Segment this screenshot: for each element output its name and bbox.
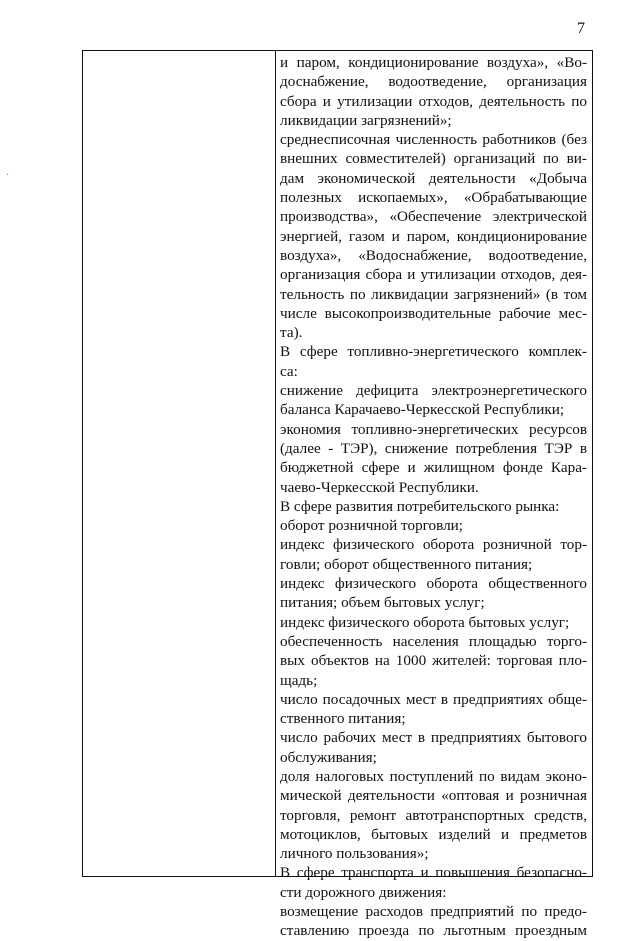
text-line: дам экономической деятельности «Добыча xyxy=(280,169,587,187)
text-line: питания; объем бытовых услуг; xyxy=(280,594,485,612)
column-divider xyxy=(275,51,276,876)
text-line: сти дорожного движения: xyxy=(280,883,447,901)
text-line: мотоциклов, бытовых изделий и предметов xyxy=(280,825,587,843)
text-line: производства», «Обеспечение электрической xyxy=(280,208,587,226)
text-line: доля налоговых поступлений по видам эконо- xyxy=(280,767,587,785)
table-right-cell xyxy=(280,53,587,941)
text-line: число посадочных мест в предприятиях обще- xyxy=(280,690,587,708)
text-line: индекс физического оборота розничной тор- xyxy=(280,536,587,554)
text-line: среднесписочная численность работников (без xyxy=(280,131,587,149)
text-line: (далее - ТЭР), снижение потребления ТЭР в xyxy=(280,439,587,457)
text-line: обслуживания; xyxy=(280,748,377,766)
text-line: индекс физического оборота общественного xyxy=(280,575,587,593)
text-line: и паром, кондиционирование воздуха», «Во- xyxy=(280,54,587,71)
text-line: числе высокопроизводительные рабочие мес- xyxy=(280,304,587,322)
text-line: организация сбора и утилизации отходов, дея- xyxy=(280,266,587,284)
text-line: воздуха», «Водоснабжение, водоотведение, xyxy=(280,246,587,264)
text-line: полезных ископаемых», «Обрабатывающие xyxy=(280,189,587,207)
text-line: индекс физического оборота бытовых услуг; xyxy=(280,613,570,631)
text-line: число рабочих мест в предприятиях бытового xyxy=(280,729,587,747)
text-line: личного пользования»; xyxy=(280,845,429,863)
text-line: ственного питания; xyxy=(280,710,406,728)
text-line: та). xyxy=(280,324,303,342)
text-line: ликвидации загрязнений»; xyxy=(280,111,452,129)
text-line: бюджетной сфере и жилищном фонде Кара- xyxy=(280,459,587,477)
text-line: ставлению проезда по льготным проездным xyxy=(280,922,587,940)
text-line: вых объектов на 1000 жителей: торговая пло- xyxy=(280,652,587,670)
text-line: баланса Карачаево-Черкесской Республики; xyxy=(280,401,565,419)
text-line: В сфере транспорта и повышения безопасно- xyxy=(280,864,587,882)
text-line: доснабжение, водоотведение, организация xyxy=(280,73,587,91)
scan-artifact: · xyxy=(6,170,10,181)
text-line: возмещение расходов предприятий по предо- xyxy=(280,903,587,921)
text-line: обеспеченность населения площадью торго- xyxy=(280,632,587,650)
text-line: сбора и утилизации отходов, деятельность по xyxy=(280,92,587,110)
text-line: торговля, ремонт автотранспортных средств, xyxy=(280,806,587,824)
text-line: энергией, газом и паром, кондиционирование xyxy=(280,227,587,245)
text-line: экономия топливно-энергетических ресурсов xyxy=(280,420,587,438)
text-line: тельность по ликвидации загрязнений» (в том xyxy=(280,285,587,303)
text-line: щадь; xyxy=(280,671,318,689)
text-line: говли; оборот общественного питания; xyxy=(280,555,533,573)
text-line: снижение дефицита электроэнергетического xyxy=(280,382,587,400)
text-line: са: xyxy=(280,362,298,380)
text-line: В сфере развития потребительского рынка: xyxy=(280,497,560,515)
text-line: мической деятельности «оптовая и розничная xyxy=(280,787,587,805)
document-table xyxy=(82,50,593,940)
text-line: В сфере топливно-энергетического комплек- xyxy=(280,343,587,361)
text-line: оборот розничной торговли; xyxy=(280,517,464,535)
text-line: внешних совместителей) организаций по ви- xyxy=(280,150,587,168)
text-line: чаево-Черкесской Республики. xyxy=(280,478,479,496)
page-number: 7 xyxy=(577,20,585,37)
table-left-cell xyxy=(83,51,275,876)
